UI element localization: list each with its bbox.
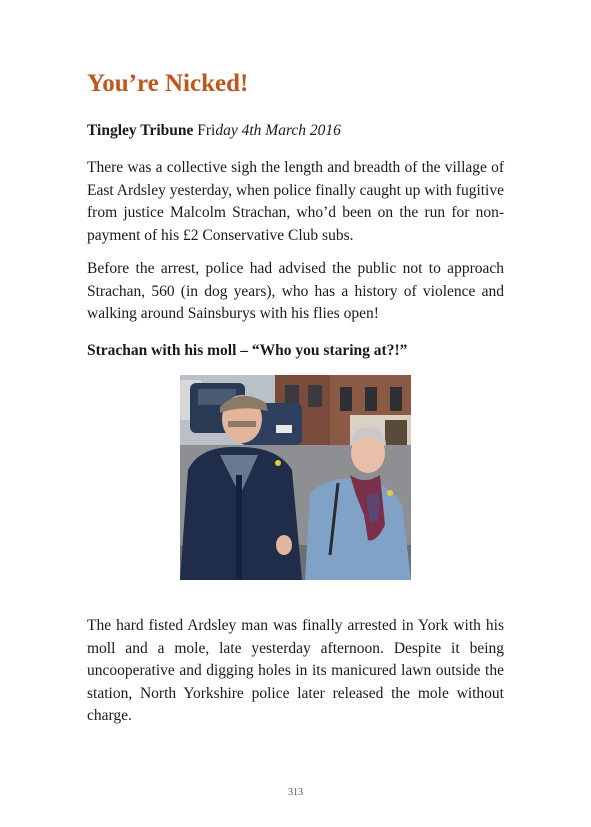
photo-illustration	[180, 375, 411, 580]
article-title: You’re Nicked!	[87, 70, 249, 97]
page-number: 313	[288, 787, 303, 798]
article-photo	[180, 375, 411, 580]
publication-name: Tingley Tribune	[87, 122, 194, 139]
photo-caption: Strachan with his moll – “Who you staring at?!”	[87, 342, 408, 359]
byline-date: day 4th March 2016	[215, 122, 341, 139]
byline-day-prefix: Fri	[197, 122, 216, 139]
article-paragraph-3: The hard fisted Ardsley man was finally arrested in York with his moll and a mole, late yesterday afternoon. Despite it being uncooperative and digging holes in its manicured lawn outside the station, North Yorkshire police later released the mole without charge.	[87, 617, 504, 724]
article-paragraph-2: Before the arrest, police had advised the public not to approach Strachan, 560 (in dog years), who has a history of violence and walking around Sainsburys with his flies open!	[87, 260, 504, 322]
article-byline	[87, 121, 507, 141]
article-paragraph-1: There was a collective sigh the length and breadth of the village of East Ardsley yesterday, when police finally caught up with fugitive from justice Malcolm Strachan, who’d been on the run for non-payment of his £2 Conservative Club subs.	[87, 159, 504, 244]
